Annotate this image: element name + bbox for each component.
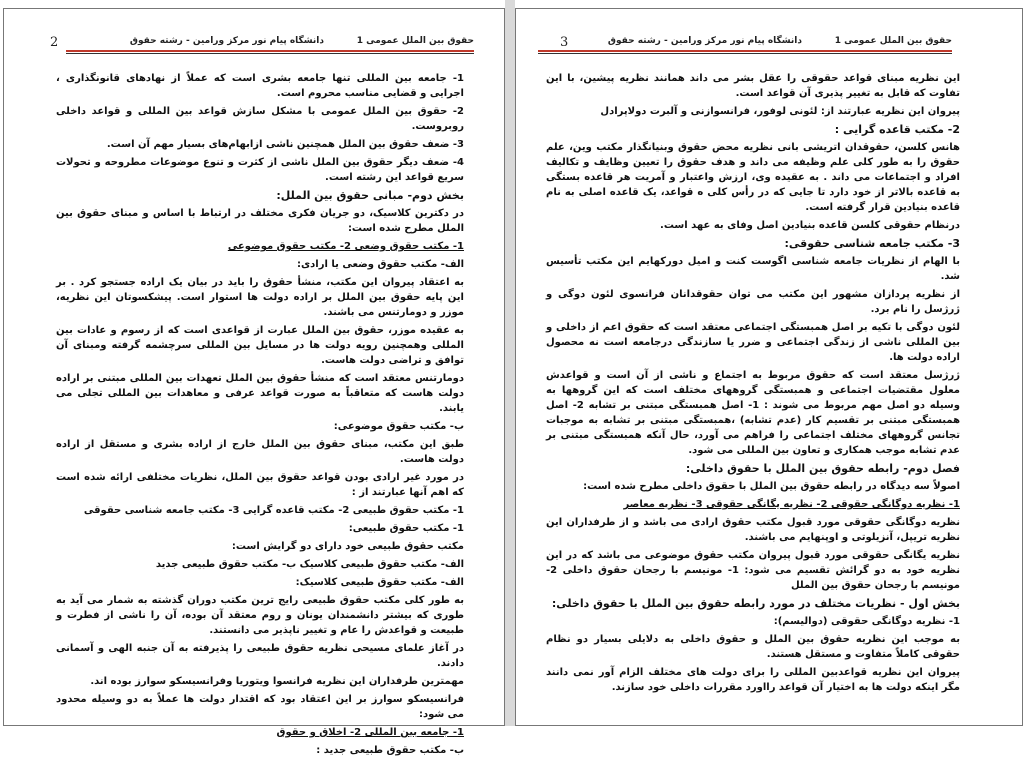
document-page-2 bbox=[3, 8, 505, 756]
header-rule-thin bbox=[538, 53, 952, 54]
paragraph: به طور کلی مکتب حقوق طبیعی رایج ترین مکتب دوران گذشته به شمار می آید به طوری که بیشتر دانشمندان یونان و روم معتقد آن بوده، آن را ناشی از فطرت و طبیعت و قواعدش را عام و تغییر ناپذیر می دانستند. bbox=[56, 595, 464, 636]
subheading: 1- نظریه دوگانگی حقوقی (دوالیسم): bbox=[773, 616, 960, 627]
paragraph: هانس کلسن، حقوقدان اتریشی بانی نظریه محض حقوق وبنیانگذار مکتب وین، علم حقوق را به طور کلی علم وظیفه می داند و هدف حقوق را تعیین وظایف و تکالیف افراد و اجتماعات می داند . به عقیده وی، ارزش واعتبار و آمریت هر قاعده بستگی به قاعده بالاتر از خود دارد تا جایی که در رأس کلی ه قواعد، یک قاعده اصلی به نام قاعده بنیادین قرار گرفته است. bbox=[546, 142, 960, 213]
paragraph: با الهام از نظریات جامعه شناسی اگوست کنت و امیل دورکهایم این مکتب تأسیس شد. bbox=[546, 256, 960, 282]
list-item: 2- اخلاق و حقوق bbox=[276, 727, 365, 738]
list-item: 3- نظریه معاصر bbox=[623, 499, 707, 510]
page-body bbox=[56, 71, 464, 761]
paragraph: لئون دوگی با تکیه بر اصل همبستگی اجتماعی معتقد است که حقوق اعم از داخلی و بین المللی ناشی از زندگی اجتماعی و ضرر یا سازندگی درجامعه است نه محصول اراده دولت ها. bbox=[546, 322, 960, 363]
section-heading: 2- مکتب قاعده گرایی : bbox=[834, 123, 960, 136]
paragraph: مهمترین طرفداران این نظریه فرانسوا ویتوریا وفرانسیسکو سوارز بوده اند. bbox=[90, 676, 464, 687]
header-rule-thin bbox=[66, 53, 474, 54]
paragraph: پیروان این نظریه عبارتند از: لئونی لوفور، فرانسوازنی و آلبرت دولاپرادل bbox=[600, 106, 960, 117]
section-heading: بخش دوم- مبانی حقوق بین الملل: bbox=[276, 189, 464, 202]
paragraph: به عقیده موزر، حقوق بین الملل عبارت از قواعدی است که از رسوم و عادات بین المللی وهمچنین رویه دولت ها در مسایل بین المللی سرچشمه گرفته ومبنای آن توافق و تراضی دولت هاست. bbox=[56, 325, 464, 366]
paragraph: از نظریه پردازان مشهور این مکتب می توان حقوقدانان فرانسوی لئون دوگی و ژرژسل را نام برد. bbox=[546, 289, 960, 315]
header-rule bbox=[538, 50, 952, 52]
page-gap bbox=[505, 0, 515, 726]
list-item: 2- نظریه یگانگی حقوقی bbox=[706, 499, 831, 510]
subheading: الف- مکتب حقوق طبیعی کلاسیک ب- مکتب حقوق طبیعی جدید bbox=[155, 559, 464, 570]
subheading: الف- مکتب حقوق وضعی یا ارادی: bbox=[297, 259, 464, 270]
list-item: 1- جامعه بین المللی bbox=[364, 727, 464, 738]
subheading: ب- مکتب حقوق موضوعی: bbox=[333, 421, 464, 432]
paragraph: درنظام حقوقی کلسن قاعده بنیادین اصل وفای به عهد است. bbox=[660, 220, 960, 231]
paragraph: فرانسیسکو سوارز بر این اعتقاد بود که اقتدار دولت ها عملاً به دو وسیله محدود می شود: bbox=[56, 694, 464, 720]
paragraph: ژرژسل معتقد است که حقوق مربوط به اجتماع و ناشی از آن است و قواعدش معلول مقتضیات اجتماعی و همبستگی گروههای مختلف است که این گروهها به وسیله دو اصل مهم مربوط می شوند : 1- اصل همبستگی مبتنی بر تشابه 2- اصل همبستگی مبتنی بر تقسیم کار (عدم تشابه) ،همبستگی مبتنی بر تشابه به موجبات تجانس گروههای مختلف اجتماعی را فراهم می آورد، حال آنکه همبستگی مبتنی بر عدم تشابه موجب همکاری و تعاون بین المللی می شود. bbox=[546, 370, 960, 456]
limits-list bbox=[56, 725, 464, 740]
chapter-heading: فصل دوم- رابطه حقوق بین الملل با حقوق داخلی: bbox=[685, 462, 960, 475]
page-body bbox=[546, 71, 960, 698]
section-heading: 3- مکتب جامعه شناسی حقوقی: bbox=[784, 237, 960, 250]
header-rule bbox=[66, 50, 474, 52]
paragraph: دومارتنس معتقد است که منشأ حقوق بین الملل تعهدات بین المللی مبتنی بر اراده دولت هاست که متعاقباً به صورت قواعد عرفی و معاهدات بین المللی تجلی می یابند. bbox=[56, 373, 464, 414]
school-list bbox=[56, 239, 464, 254]
paragraph: 1- جامعه بین المللی تنها جامعه بشری است که عملاً از نهادهای قانونگذاری ، اجرایی و قضایی مناسب محروم است. bbox=[56, 73, 464, 99]
header-university: دانشگاه پیام نور مرکز ورامین - رشته حقوق bbox=[607, 36, 802, 46]
paragraph: به اعتقاد پیروان این مکتب، منشأ حقوق را باید در بیان یک اراده جستجو کرد . بر این پایه حقوق بین الملل بر اراده دولت ها استوار است. پیشکسوتان این نظریه، موزر و دومارتنس می باشند. bbox=[56, 277, 464, 318]
page-header bbox=[66, 36, 474, 50]
list-item: 1- نظریه دوگانگی حقوقی bbox=[830, 499, 960, 510]
header-course-title: حقوق بین الملل عمومی 1 bbox=[834, 36, 952, 46]
header-course-title: حقوق بین الملل عمومی 1 bbox=[356, 36, 474, 46]
subheading: مکتب حقوق طبیعی خود دارای دو گرایش است: bbox=[231, 541, 464, 552]
paragraph: نظریه یگانگی حقوقی مورد قبول پیروان مکتب حقوق موضوعی می باشد که در این نظریه خود به دو گرائش تقسیم می شود: 1- مونیسم با رجحان حقوق داخلی 2- مونیسم با رجحان حقوق بین الملل bbox=[546, 550, 960, 591]
subheading: الف- مکتب حقوق طبیعی کلاسیک: bbox=[295, 577, 464, 588]
paragraph: 2- حقوق بین الملل عمومی با مشکل سازش قواعد بین المللی و قواعد داخلی روبروست. bbox=[56, 106, 464, 132]
page-number: 3 bbox=[560, 35, 569, 50]
page-header bbox=[538, 36, 952, 50]
paragraph: نظریه دوگانگی حقوقی مورد قبول مکتب حقوق ارادی می باشد و از طرفداران این نظریه تریپل، آنزیلوتی و اوپنهایم می باشند. bbox=[546, 517, 960, 543]
list-item: 1- مکتب حقوق وضعی bbox=[354, 241, 464, 252]
header-university: دانشگاه پیام نور مرکز ورامین - رشته حقوق bbox=[129, 36, 324, 46]
paragraph: در دکترین کلاسیک، دو جریان فکری مختلف در ارتباط با اساس و مبنای حقوق بین الملل مطرح شده است: bbox=[56, 208, 464, 234]
subheading: 1- مکتب حقوق طبیعی: bbox=[348, 523, 464, 534]
paragraph: 1- مکتب حقوق طبیعی 2- مکتب قاعده گرایی 3- مکتب جامعه شناسی حقوقی bbox=[83, 505, 464, 516]
paragraph: طبق این مکتب، مبنای حقوق بین الملل خارج از اراده بشری و مستقل از اراده دولت هاست. bbox=[56, 439, 464, 465]
paragraph: پیروان این نظریه قواعدبین المللی را برای دولت های مختلف الزام آور نمی دانند مگر اینکه دولت ها به اختیار آن قواعد رااورد مقررات داخلی خود سازند. bbox=[546, 667, 960, 693]
subheading: ب- مکتب حقوق طبیعی جدید : bbox=[316, 745, 464, 756]
subheading: اصولاً سه دیدگاه در رابطه حقوق بین الملل با حقوق داخلی مطرح شده است: bbox=[583, 481, 960, 492]
paragraph: 4- ضعف دیگر حقوق بین الملل ناشی از کثرت و تنوع موضوعات مطروحه و تحولات سریع قواعد این رشته است. bbox=[56, 157, 464, 183]
theory-list bbox=[546, 497, 960, 512]
list-item: 2- مکتب حقوق موضوعی bbox=[227, 241, 355, 252]
page-number: 2 bbox=[50, 35, 59, 50]
section-heading: بخش اول - نظریات مختلف در مورد رابطه حقوق بین الملل با حقوق داخلی: bbox=[551, 597, 960, 610]
paragraph: در آغاز علمای مسیحی نظریه حقوق طبیعی را پذیرفته به آن جنبه الهی و آسمانی دادند. bbox=[56, 643, 464, 669]
paragraph: به موجب این نظریه حقوق بین الملل و حقوق داخلی به دلایلی بسیار دو نظام حقوقی کاملاً متفاوت و مستقل هستند. bbox=[546, 634, 960, 660]
paragraph: 3- ضعف حقوق بین الملل همچنین ناشی ازابهام‌های بسیار مهم آن است. bbox=[106, 139, 464, 150]
document-page-3 bbox=[515, 8, 1023, 726]
paragraph: این نظریه مبنای قواعد حقوقی را عقل بشر می داند همانند نظریه پیشین، با این تفاوت که قابل به تغییر پذیری آن قواعد است. bbox=[546, 73, 960, 99]
paragraph: در مورد غیر ارادی بودن قواعد حقوق بین الملل، نظریات مختلفی ارائه شده است که اهم آنها عبارتند از : bbox=[56, 472, 464, 498]
